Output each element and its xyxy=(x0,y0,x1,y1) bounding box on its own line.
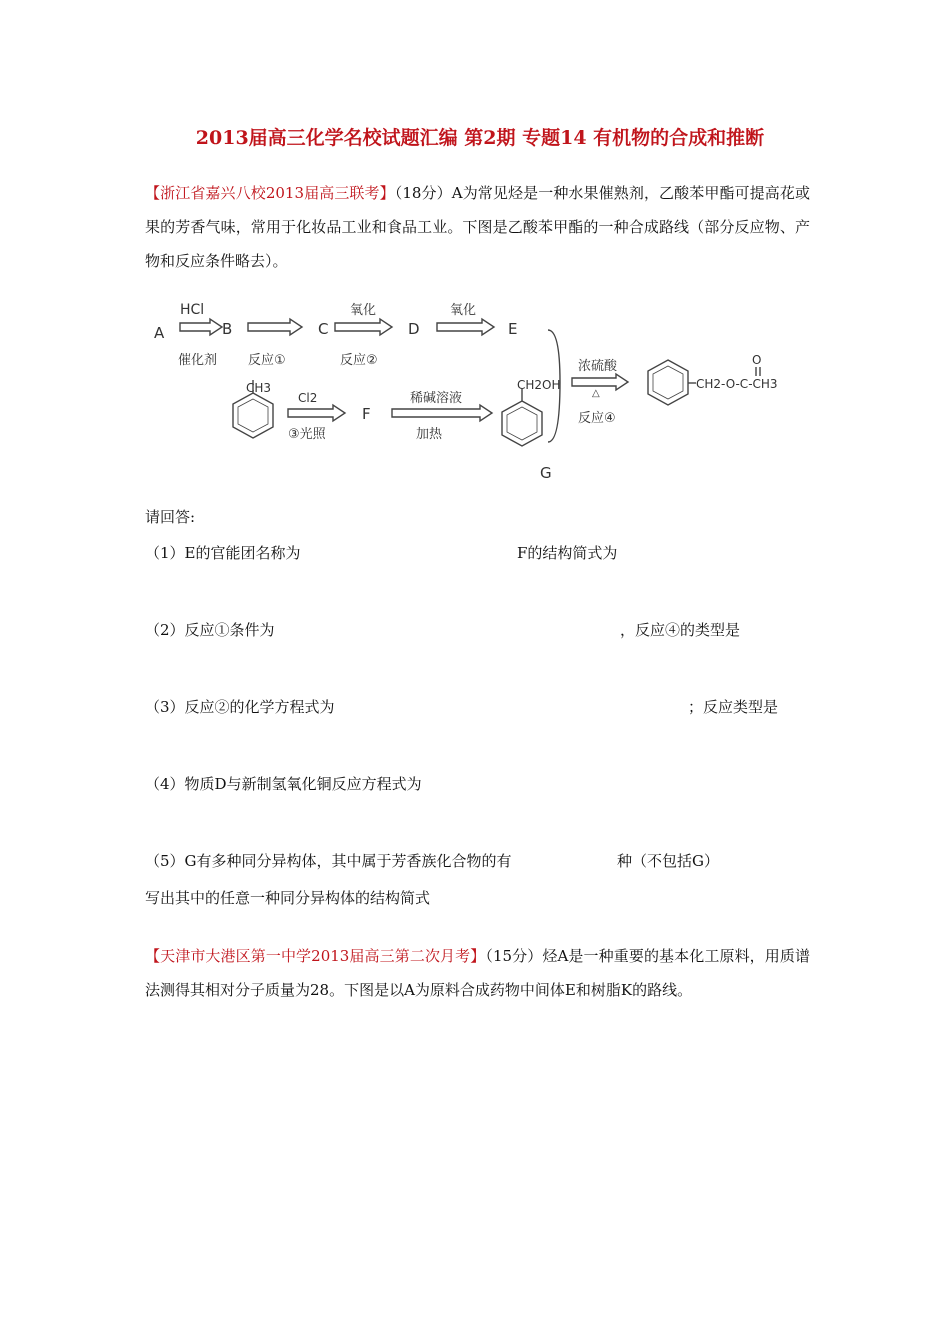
label-reaction-4: 反应④ xyxy=(578,411,616,426)
arrow-d-e xyxy=(437,319,494,335)
product-formula: CH2-O-C-CH3 xyxy=(696,377,778,391)
problem2-intro xyxy=(145,939,810,1007)
methyl-label: CH3 xyxy=(246,381,272,395)
label-delta: △ xyxy=(592,388,600,399)
compound-b: B xyxy=(222,320,233,338)
question-3a: （3）反应②的化学方程式为 xyxy=(145,698,335,716)
arrow-a-b xyxy=(180,319,222,335)
arrow-toluene-f xyxy=(288,405,345,421)
hydroxymethyl-label: CH2OH xyxy=(517,378,561,392)
label-oxidation-1: 氧化 xyxy=(350,303,377,318)
reagent-hcl: HCl xyxy=(180,302,205,318)
product-ring xyxy=(648,360,688,405)
answer-prompt: 请回答: xyxy=(145,508,196,526)
compound-e: E xyxy=(508,320,518,338)
compound-c: C xyxy=(318,320,329,338)
toluene-ring xyxy=(233,393,273,438)
arrow-f-g xyxy=(392,405,492,421)
compound-g: G xyxy=(540,464,552,482)
label-light: ③光照 xyxy=(288,427,326,442)
reagent-dilute-base: 稀碱溶液 xyxy=(410,391,463,406)
label-catalyst: 催化剂 xyxy=(178,353,218,368)
question-1b: F的结构简式为 xyxy=(517,544,618,562)
problem1-intro xyxy=(145,176,810,278)
label-reaction-1: 反应① xyxy=(248,353,286,368)
reagent-conc-sulfuric-acid: 浓硫酸 xyxy=(578,359,618,374)
question-3b: ；反应类型是 xyxy=(688,698,779,716)
question-2b: ，反应④的类型是 xyxy=(620,621,741,639)
carbonyl-oxygen: O xyxy=(752,353,762,367)
compound-f: F xyxy=(362,405,371,423)
page-title: 2013届高三化学名校试题汇编 第2期 专题14 有机物的合成和推断 xyxy=(195,127,765,149)
label-reaction-2: 反应② xyxy=(340,353,378,368)
question-5a: （5）G有多种同分异构体，其中属于芳香族化合物的有 xyxy=(145,852,512,870)
question-1a: （1）E的官能团名称为 xyxy=(145,544,301,562)
question-4: （4）物质D与新制氢氧化铜反应方程式为 xyxy=(145,775,422,793)
problem1-source: 【浙江省嘉兴八校2013届高三联考】 xyxy=(145,184,395,202)
question-5c: 写出其中的任意一种同分异构体的结构简式 xyxy=(145,889,431,907)
problem2-source: 【天津市大港区第一中学2013届高三第二次月考】 xyxy=(145,947,486,965)
problem2-intro-text: （15分）烃A是一种重要的基本化工原料，用质谱法测得其相对分子质量为28。下图是以A为原料合成药物中间体E和树脂K的路线。 xyxy=(145,947,810,999)
benzyl-alcohol-ring xyxy=(502,401,542,446)
label-oxidation-2: 氧化 xyxy=(450,303,477,318)
question-2a: （2）反应①条件为 xyxy=(145,621,275,639)
compound-a: A xyxy=(154,324,165,342)
question-5b: 种（不包括G） xyxy=(617,852,719,870)
arrow-to-product xyxy=(572,374,628,390)
synthesis-scheme xyxy=(140,292,820,487)
arrow-c-d xyxy=(335,319,392,335)
label-heat: 加热 xyxy=(416,427,443,442)
arrow-b-c xyxy=(248,319,302,335)
problem1-intro-text: （18分）A为常见烃是一种水果催熟剂，乙酸苯甲酯可提高花或果的芳香气味，常用于化妆品工业和食品工业。下图是乙酸苯甲酯的一种合成路线（部分反应物、产物和反应条件略去）。 xyxy=(145,184,810,270)
reagent-cl2: Cl2 xyxy=(298,391,318,405)
compound-d: D xyxy=(408,320,420,338)
